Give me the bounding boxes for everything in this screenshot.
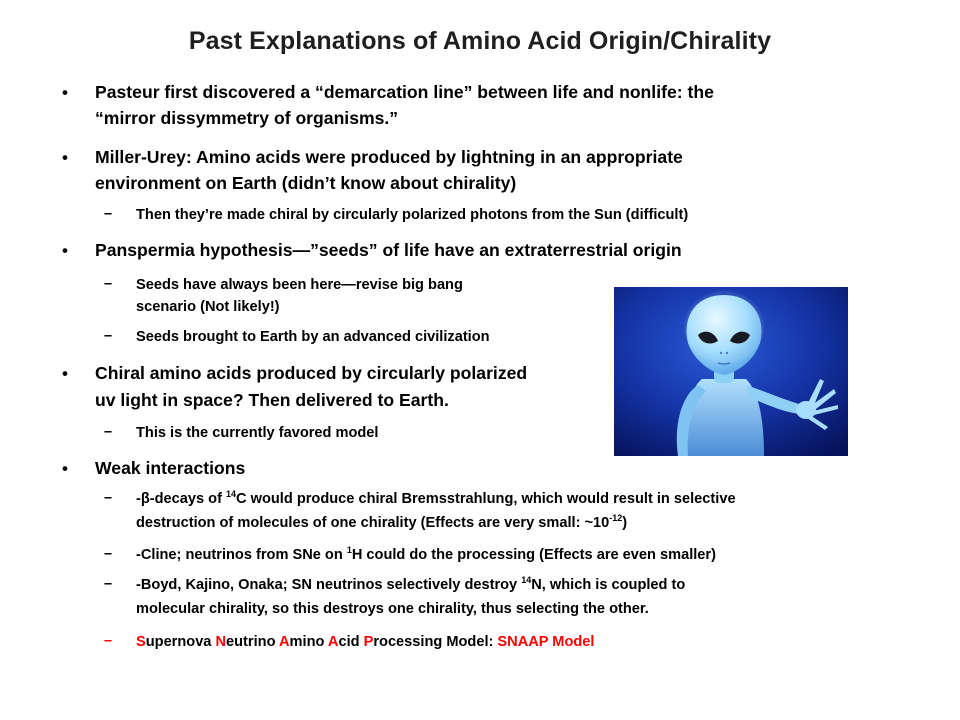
cline-text-b: H could do the processing (Effects are even smaller)	[351, 547, 716, 563]
beta-sup-exponent: -12	[609, 513, 623, 523]
snaap-initial-a2: A	[327, 634, 339, 650]
miller-sub-1: Then they’re made chiral by circularly polarized photons from the Sun (difficult)	[136, 207, 689, 223]
dash: –	[104, 546, 113, 562]
pasteur-line-1: Pasteur first discovered a “demarcation line” between life and nonlife: the	[95, 82, 714, 102]
beta-decay-line-1	[136, 488, 736, 510]
snaap-text-cid: cid	[338, 634, 364, 650]
boyd-line-2: molecular chirality, so this destroys one chirality, thus selecting the other.	[136, 601, 649, 617]
snaap-model-name: SNAAP Model	[497, 634, 595, 650]
chiral-line-2: uv light in space? Then delivered to Earth.	[95, 390, 449, 410]
snaap-initial-a1: A	[279, 634, 290, 650]
snaap-line	[136, 631, 594, 653]
dash: –	[104, 490, 113, 506]
pasteur-line-2: “mirror dissymmetry of organisms.”	[95, 108, 399, 128]
boyd-text-b: N, which is coupled to	[531, 577, 686, 593]
bullet: •	[62, 148, 68, 167]
snaap-initial-p: P	[363, 634, 374, 650]
beta-text-a: -β-decays of	[136, 491, 227, 507]
panspermia-sub-1-line-2: scenario (Not likely!)	[136, 299, 280, 315]
beta-line-2-text: destruction of molecules of one chirality (Effects are very small: ~10	[136, 515, 610, 531]
cline-sup-1: 1	[346, 545, 352, 555]
beta-line-2-tail: )	[622, 515, 628, 531]
dash: –	[104, 206, 113, 222]
dash: –	[104, 276, 113, 292]
bullet: •	[62, 364, 68, 383]
dash: –	[104, 576, 113, 592]
alien-image	[614, 287, 848, 456]
panspermia-sub-1-line-1: Seeds have always been here—revise big bang	[136, 277, 463, 293]
snaap-text-mino: mino	[289, 634, 328, 650]
panspermia-line-1: Panspermia hypothesis—”seeds” of life have an extraterrestrial origin	[95, 240, 682, 260]
boyd-sup-14: 14	[521, 575, 532, 585]
bullet: •	[62, 241, 68, 260]
snaap-initial-n: N	[215, 634, 227, 650]
snaap-initial-s: S	[136, 634, 146, 650]
beta-text-b: C would produce chiral Bremsstrahlung, which would result in selective	[236, 491, 736, 507]
panspermia-sub-2: Seeds brought to Earth by an advanced civilization	[136, 329, 490, 345]
weak-line-1: Weak interactions	[95, 458, 246, 478]
beta-sup-14: 14	[226, 489, 237, 499]
snaap-text-rocessing: rocessing Model:	[373, 634, 498, 650]
miller-line-2: environment on Earth (didn’t know about chirality)	[95, 173, 517, 193]
cline-line	[136, 544, 716, 566]
dash-red: –	[104, 633, 113, 649]
beta-decay-line-2	[136, 512, 627, 534]
dash: –	[104, 424, 113, 440]
cline-text-a: -Cline; neutrinos from SNe on	[136, 547, 347, 563]
chiral-sub-1: This is the currently favored model	[136, 425, 379, 441]
snaap-text-eutrino: eutrino	[226, 634, 279, 650]
boyd-line-1	[136, 574, 685, 596]
boyd-text-a: -Boyd, Kajino, Onaka; SN neutrinos selectively destroy	[136, 577, 522, 593]
chiral-line-1: Chiral amino acids produced by circularly polarized	[95, 363, 528, 383]
slide-title: Past Explanations of Amino Acid Origin/Chirality	[188, 27, 772, 55]
snaap-text-upernova: upernova	[145, 634, 216, 650]
miller-line-1: Miller-Urey: Amino acids were produced by lightning in an appropriate	[95, 147, 683, 167]
bullet: •	[62, 459, 68, 478]
bullet: •	[62, 83, 68, 102]
dash: –	[104, 328, 113, 344]
